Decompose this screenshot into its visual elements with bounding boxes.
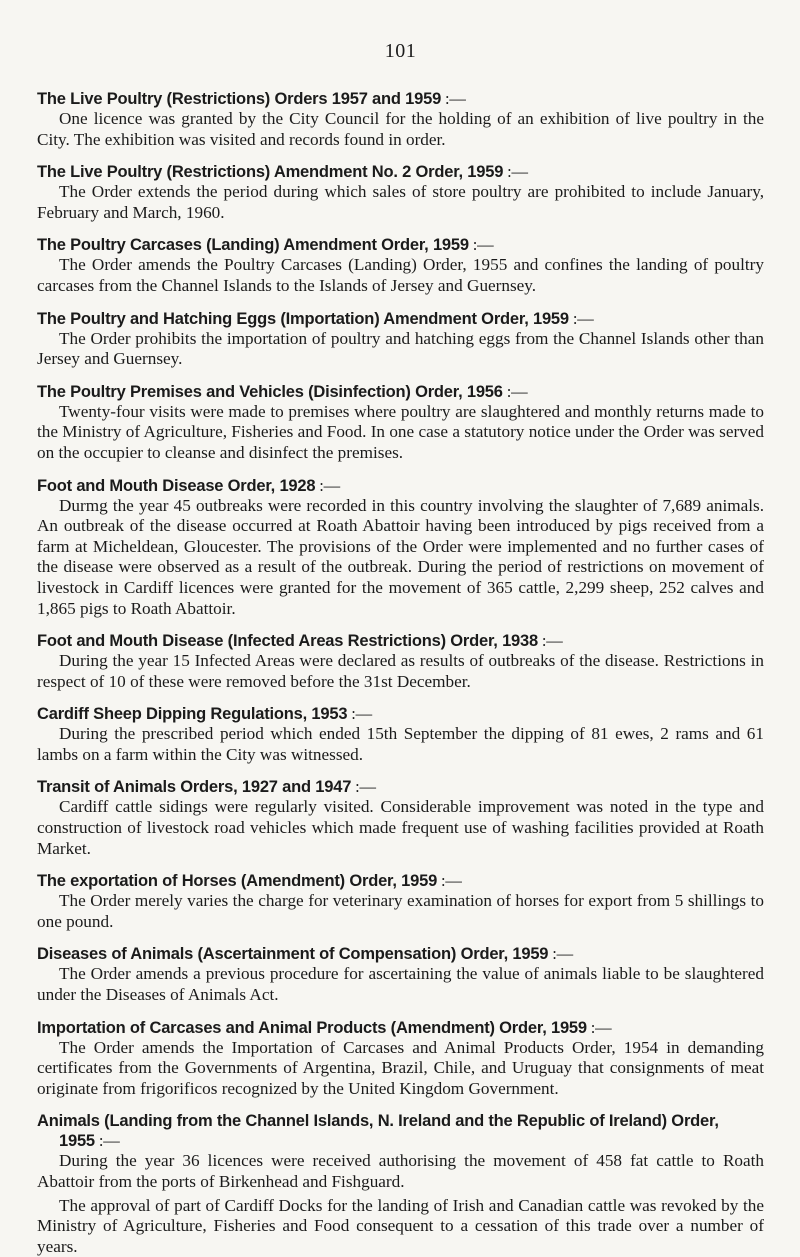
heading-separator: :— xyxy=(437,871,462,891)
page-number: 101 xyxy=(384,40,417,62)
section-heading xyxy=(37,89,764,109)
heading-separator: :— xyxy=(548,944,573,964)
section-paragraph: Cardiff cattle sidings were regularly visited. Considerable improvement was noted in the type and construction of livestock road vehicles which made frequent use of washing facilities provided at Roath Market. xyxy=(37,797,764,858)
section-heading-text: Diseases of Animals (Ascertainment of Compensation) Order, 1959 xyxy=(37,945,549,964)
section-paragraph: Durmg the year 45 outbreaks were recorded in this country involving the slaughter of 7,689 animals. An outbreak of the disease occurred at Roath Abattoir having been introduced by pigs received from a farm at Micheldean, Gloucester. The provisions of the Order were implemented and no further cases of the disease were observed as a result of the outbreak. During the period of restrictions on movement of livestock in Cardiff licences were granted for the movement of 365 cattle, 2,299 sheep, 252 calves and 1,865 pigs to Roath Abattoir. xyxy=(37,495,764,618)
section xyxy=(37,871,764,932)
section xyxy=(37,1018,764,1100)
section-paragraph: The Order merely varies the charge for veterinary examination of horses for export from 5 shillings to one pound. xyxy=(37,891,764,931)
section xyxy=(37,944,764,1005)
section-heading xyxy=(37,162,764,182)
section-heading-continuation xyxy=(37,1131,764,1151)
section-paragraph: The Order prohibits the importation of poultry and hatching eggs from the Channel Islands other than Jersey and Guernsey. xyxy=(37,328,764,369)
section xyxy=(37,476,764,620)
section-heading-text: Animals (Landing from the Channel Islands, N. Ireland and the Republic of Ireland) Order, xyxy=(37,1112,719,1131)
section-heading-text: Transit of Animals Orders, 1927 and 1947 xyxy=(37,778,352,797)
section-heading-text: The exportation of Horses (Amendment) Order, 1959 xyxy=(37,872,438,891)
section xyxy=(37,704,764,765)
section-heading xyxy=(37,777,764,797)
section xyxy=(37,777,764,859)
heading-separator: :— xyxy=(502,381,528,401)
section-paragraph: During the year 36 licences were received authorising the movement of 458 fat cattle to Roath Abattoir from the ports of Birkenhead and Fishguard. xyxy=(37,1151,764,1191)
heading-separator: :— xyxy=(503,162,528,182)
section-heading xyxy=(37,235,764,255)
section-heading xyxy=(37,476,764,496)
section xyxy=(37,162,764,223)
section xyxy=(37,1111,764,1257)
section-paragraph: The approval of part of Cardiff Docks for the landing of Irish and Canadian cattle was revoked by the Ministry of Agriculture, Fisheries and Food consequent to a cessation of this trade over a number of years. xyxy=(37,1195,764,1256)
section-heading-text: Cardiff Sheep Dipping Regulations, 1953 xyxy=(37,705,348,724)
section-heading xyxy=(37,871,764,891)
section-heading-text: The Poultry Carcases (Landing) Amendment Order, 1959 xyxy=(37,236,469,255)
section-heading xyxy=(37,631,764,651)
section-heading-text: The Poultry Premises and Vehicles (Disinfection) Order, 1956 xyxy=(37,382,503,401)
section-heading xyxy=(37,944,764,964)
section-heading-text: Importation of Carcases and Animal Products (Amendment) Order, 1959 xyxy=(37,1018,587,1037)
section-heading xyxy=(37,704,764,724)
heading-separator: :— xyxy=(94,1131,120,1151)
section xyxy=(37,631,764,692)
section-heading-text: Foot and Mouth Disease (Infected Areas Restrictions) Order, 1938 xyxy=(37,632,538,651)
heading-separator: :— xyxy=(347,704,372,724)
section-paragraph: During the year 15 Infected Areas were declared as results of outbreaks of the disease. Restrictions in respect of 10 of these were removed before the 31st December. xyxy=(37,651,764,691)
section-paragraph: During the prescribed period which ended 15th September the dipping of 81 ewes, 2 rams and 61 lambs on a farm within the City was witnessed. xyxy=(37,724,764,764)
section-paragraph: One licence was granted by the City Council for the holding of an exhibition of live poultry in the City. The exhibition was visited and records found in order. xyxy=(37,109,764,149)
section xyxy=(37,309,764,370)
heading-separator: :— xyxy=(537,631,563,651)
heading-separator: :— xyxy=(586,1017,612,1037)
section xyxy=(37,235,764,296)
section xyxy=(37,382,764,464)
section-heading-text: Foot and Mouth Disease Order, 1928 xyxy=(37,476,316,495)
section-paragraph: The Order amends the Importation of Carcases and Animal Products Order, 1954 in demanding certificates from the Governments of Argentina, Brazil, Chile, and Uruguay that consignments of meat originate from frigorificos recognized by the United Kingdom Government. xyxy=(37,1037,764,1098)
section-heading-text: The Poultry and Hatching Eggs (Importation) Amendment Order, 1959 xyxy=(37,309,569,328)
section-heading-continuation-text: 1955 xyxy=(59,1132,95,1151)
document-body xyxy=(37,89,764,1257)
heading-separator: :— xyxy=(468,235,494,255)
section-paragraph: The Order amends the Poultry Carcases (Landing) Order, 1955 and confines the landing of poultry carcases from the Channel Islands to the Islands of Jersey and Guernsey. xyxy=(37,255,764,295)
heading-separator: :— xyxy=(315,475,340,495)
heading-separator: :— xyxy=(441,89,466,108)
section-paragraph: The Order extends the period during which sales of store poultry are prohibited to include January, February and March, 1960. xyxy=(37,182,764,222)
section-paragraph: The Order amends a previous procedure for ascertaining the value of animals liable to be slaughtered under the Diseases of Animals Act. xyxy=(37,964,764,1005)
section-heading-text: The Live Poultry (Restrictions) Orders 1957 and 1959 xyxy=(37,90,442,108)
section-paragraph: Twenty-four visits were made to premises where poultry are slaughtered and monthly returns made to the Ministry of Agriculture, Fisheries and Food. In one case a statutory notice under the Order was served on the occupier to cleanse and disinfect the premises. xyxy=(37,401,764,462)
section-heading-text: The Live Poultry (Restrictions) Amendment No. 2 Order, 1959 xyxy=(37,163,504,182)
heading-separator: :— xyxy=(351,777,376,797)
section-heading xyxy=(37,309,764,329)
heading-separator: :— xyxy=(568,308,594,328)
section-heading xyxy=(37,1018,764,1038)
section xyxy=(37,89,764,150)
section-heading xyxy=(37,1111,764,1151)
section-heading xyxy=(37,382,764,402)
